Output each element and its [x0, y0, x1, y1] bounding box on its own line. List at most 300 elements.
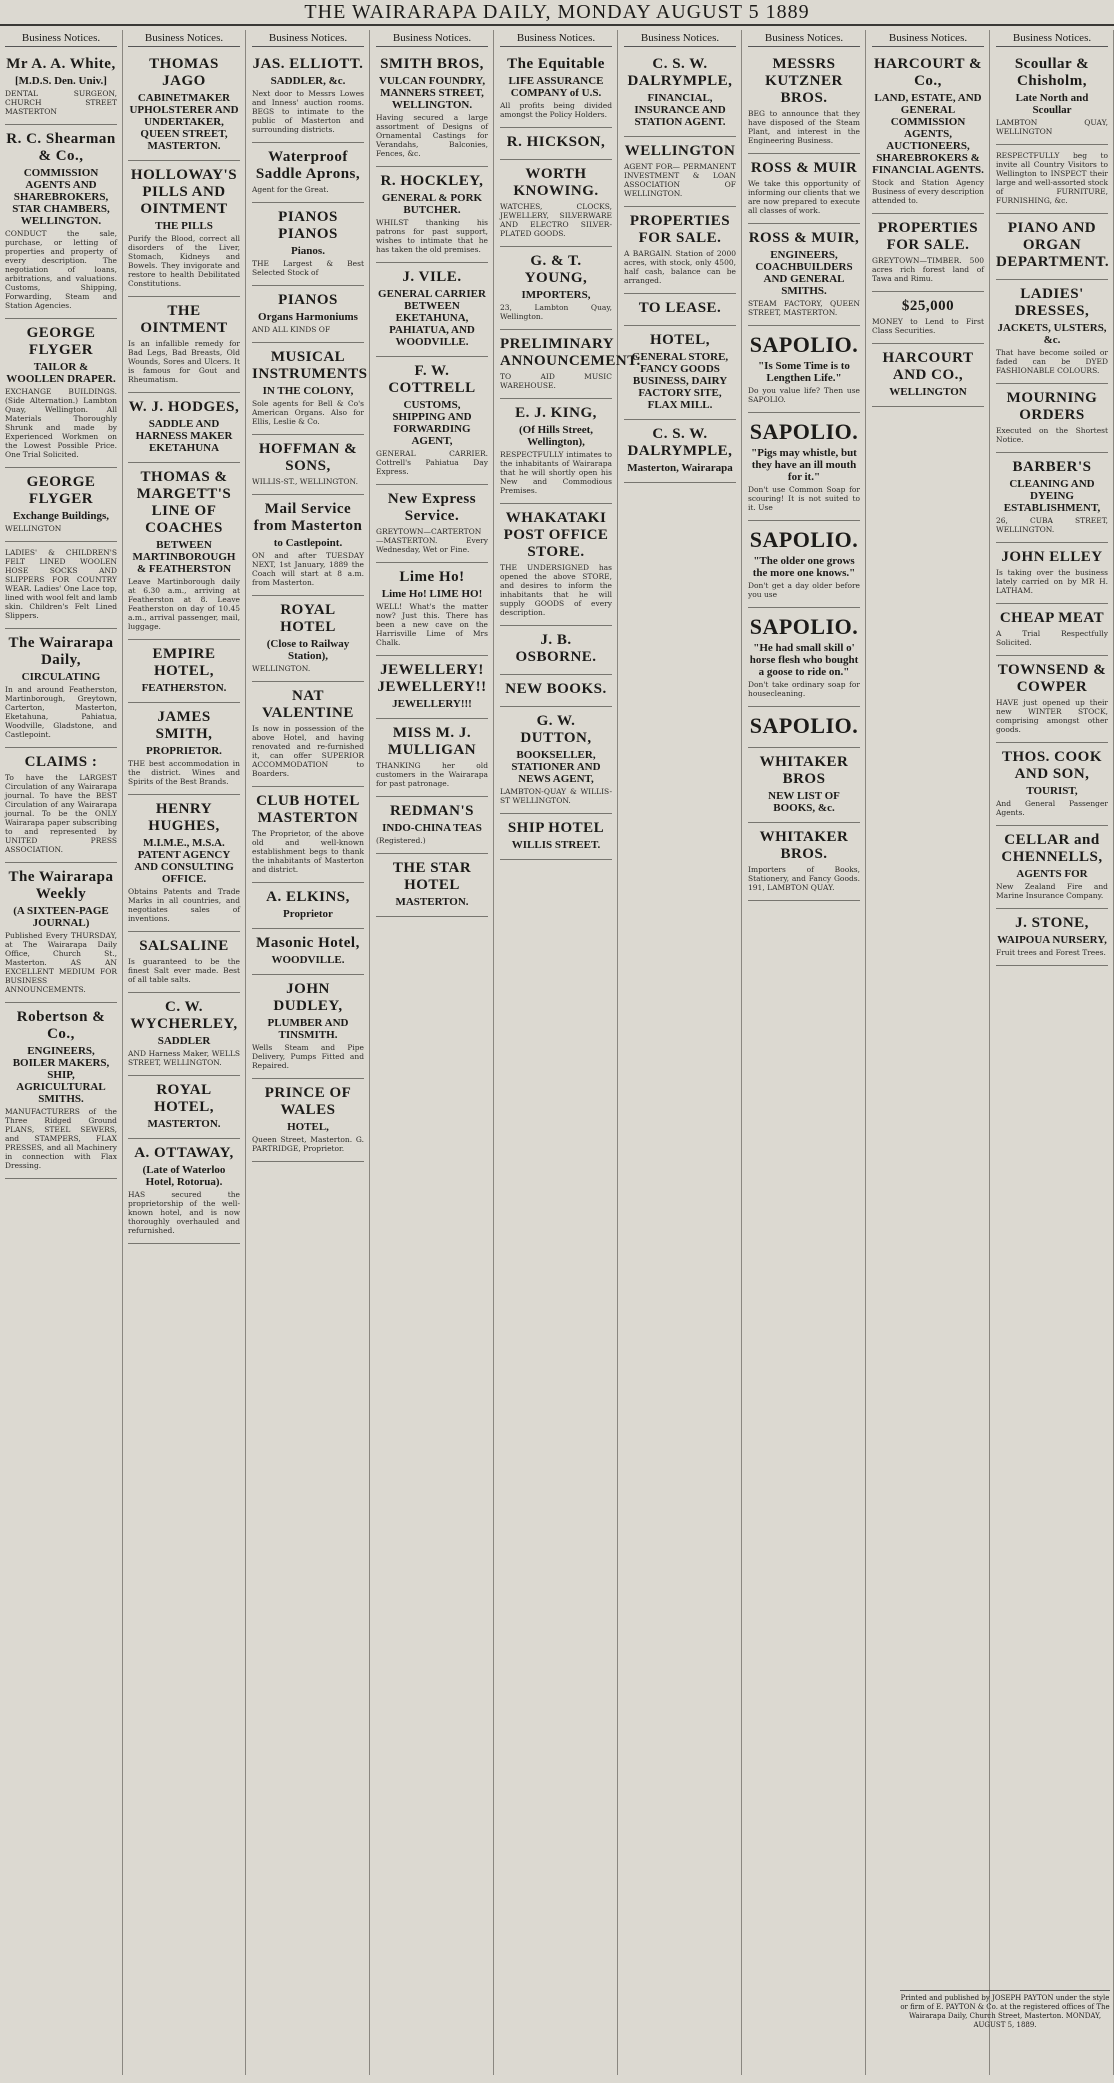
column-9 [991, 30, 1114, 2075]
ad-title: GEORGE FLYGER [26, 474, 96, 507]
advertisement [5, 319, 117, 468]
advertisement [128, 161, 240, 297]
ad-body: Leave Martinborough daily at 6.30 a.m., arriving at Featherston at 8. Leave Featherston on day of 10.45 a.m., arrival passenger, mail, luggage. [128, 577, 240, 631]
ad-subtitle: PROPRIETOR. [146, 745, 222, 757]
advertisement [376, 563, 488, 656]
ad-body: We take this opportunity of informing our clients that we are now prepared to execute all classes of work. [748, 179, 860, 215]
ad-body: Sole agents for Bell & Co's American Organs. Also for Ellis, Leslie & Co. [252, 399, 364, 426]
ad-title: F. W. COTTRELL [388, 363, 476, 396]
ad-title: MOURNING ORDERS [1006, 390, 1098, 423]
ad-subtitle: CABINETMAKER UPHOLSTERER AND UNDERTAKER, QUEEN STREET, MASTERTON. [129, 92, 239, 152]
ad-subtitle: MASTERTON. [147, 1118, 221, 1130]
ad-title: SAPOLIO. [749, 614, 859, 639]
ad-title: THE OINTMENT [140, 303, 228, 336]
ad-subtitle: WILLIS STREET. [511, 839, 601, 851]
ad-title: SMITH BROS, [380, 56, 484, 72]
ad-title: PROPERTIES FOR SALE. [877, 220, 979, 253]
ad-subtitle: ENGINEERS, BOILER MAKERS, SHIP, AGRICULTURAL SMITHS. [12, 1045, 110, 1105]
ad-subtitle: IN THE COLONY, [262, 385, 354, 397]
advertisement [252, 286, 364, 343]
advertisement [5, 468, 117, 542]
ad-body: Next door to Messrs Lowes and Inness' auction rooms. BEGS to intimate to the public of Masterton and surrounding districts. [252, 89, 364, 134]
ad-subtitle: JEWELLERY!!! [392, 698, 472, 710]
ad-subtitle: CIRCULATING [21, 671, 101, 683]
column-4 [371, 30, 494, 2075]
ad-title: WHAKATAKI POST OFFICE STORE. [503, 510, 609, 560]
ad-body: HAS secured the proprietorship of the well-known hotel, and is now thoroughly overhauled and refurnished. [128, 1190, 240, 1235]
advertisement [996, 453, 1108, 543]
ad-title: SHIP HOTEL [507, 820, 605, 836]
ad-subtitle: TAILOR & WOOLLEN DRAPER. [6, 361, 116, 385]
ad-body: To have the LARGEST Circulation of any Wairarapa journal. To have the BEST Circulation of any Wairarapa journal. To be the ONLY Wairarapa paper subscribing to and represented by UNITED PRESS ASSOCIATION. [5, 773, 117, 854]
ad-subtitle: (Late of Waterloo Hotel, Rotorua). [142, 1164, 226, 1188]
ad-body: Is taking over the business lately carried on by MR H. LATHAM. [996, 568, 1108, 595]
ad-subtitle: Proprietor [283, 908, 333, 920]
advertisement [128, 393, 240, 463]
ad-body: Do you value life? Then use SAPOLIO. [748, 386, 860, 404]
ad-title: PIANOS [278, 292, 338, 308]
ad-subtitle: SADDLE AND HARNESS MAKER EKETAHUNA [135, 418, 233, 454]
advertisement [5, 50, 117, 125]
advertisement [500, 675, 612, 707]
advertisement [252, 343, 368, 435]
ad-body: Don't take ordinary soap for housecleaning. [748, 680, 860, 698]
ad-subtitle: CLEANING AND DYEING ESTABLISHMENT, [1003, 478, 1101, 514]
ad-body: Queen Street, Masterton. G. PARTRIDGE, Proprietor. [252, 1135, 364, 1153]
ad-title: CHEAP MEAT [999, 610, 1105, 626]
ad-title: Scoullar & Chisholm, [1014, 56, 1090, 89]
ad-title: HOLLOWAY'S PILLS AND OINTMENT [130, 167, 238, 217]
ad-body: THANKING her old customers in the Wairarapa for past patronage. [376, 761, 488, 788]
ad-title: MISS M. J. MULLIGAN [387, 725, 477, 758]
ad-title: THOMAS JAGO [149, 56, 219, 89]
ad-body: LAMBTON-QUAY & WILLIS-ST WELLINGTON. [500, 787, 612, 805]
ad-title: Mail Service from Masterton [253, 501, 363, 534]
advertisement [500, 504, 612, 626]
column-6 [619, 30, 742, 2075]
ad-body: ON and after TUESDAY NEXT, 1st January, 1889 the Coach will start at 8 a.m. from Masterton. [252, 551, 364, 587]
ad-subtitle: VULCAN FOUNDRY, MANNERS STREET, WELLINGTON. [378, 75, 486, 111]
column-header: Business Notices. [996, 32, 1108, 47]
advertisement [376, 50, 488, 167]
ad-body: Purify the Blood, correct all disorders of the Liver, Stomach, Kidneys and Bowels. They invigorate and restore to health Debilitated Constitutions. [128, 234, 240, 288]
ad-subtitle: INDO-CHINA TEAS [382, 822, 482, 834]
ad-title: R. HICKSON, [506, 134, 606, 150]
ad-title: R. C. Shearman & Co., [6, 131, 116, 164]
ad-body: WATCHES, CLOCKS, JEWELLERY, SILVERWARE AND ELECTRO SILVER-PLATED GOODS. [500, 202, 612, 238]
ad-title: MESSRS KUTZNER BROS. [765, 56, 843, 106]
ad-subtitle: to Castlepoint. [273, 537, 343, 549]
advertisement [872, 344, 984, 407]
advertisement [996, 743, 1108, 826]
ad-body: AND ALL KINDS OF [252, 325, 331, 334]
advertisement [748, 154, 860, 224]
ad-title: THOS. COOK AND SON, [1001, 749, 1103, 782]
column-header: Business Notices. [128, 32, 240, 47]
ad-title: NAT VALENTINE [262, 688, 354, 721]
ad-subtitle: Late North and Scoullar [1015, 92, 1089, 116]
ad-title: PRELIMINARY ANNOUNCEMENT. [500, 336, 641, 369]
advertisement [128, 1076, 240, 1139]
advertisement [996, 214, 1108, 280]
ad-subtitle: "He had small skill o' horse flesh who bought a goose to ride on." [749, 642, 859, 678]
ad-body: LAMBTON QUAY, WELLINGTON [996, 118, 1108, 136]
ad-title: A. ELKINS, [266, 889, 350, 905]
ad-subtitle: TOURIST, [1026, 785, 1078, 797]
ad-title: JOHN DUDLEY, [273, 981, 343, 1014]
ad-subtitle: AGENTS FOR [1016, 868, 1088, 880]
ad-title: REDMAN'S [389, 803, 474, 819]
advertisement [5, 125, 117, 319]
ad-body: Published Every THURSDAY, at The Wairarapa Daily Office, Church St., Masterton. AS AN EXCELLENT MEDIUM FOR BUSINESS ANNOUNCEMENTS. [5, 931, 117, 994]
column-header: Business Notices. [748, 32, 860, 47]
ad-title: BARBER'S [1012, 459, 1092, 475]
ad-title: HARCOURT AND CO., [882, 350, 974, 383]
ad-body: WELLINGTON [5, 524, 62, 533]
ad-title: HENRY HUGHES, [148, 801, 220, 834]
advertisement [500, 128, 612, 160]
advertisement [500, 707, 612, 814]
ad-subtitle: NEW LIST OF BOOKS, &c. [768, 790, 840, 814]
ad-body: Fruit trees and Forest Trees. [996, 948, 1106, 957]
ad-body: GENERAL CARRIER. Cottrell's Pahiatua Day Express. [376, 449, 488, 476]
ad-title: TO LEASE. [638, 300, 722, 316]
column-5 [495, 30, 641, 2075]
ad-subtitle: Organs Harmoniums [258, 311, 358, 323]
ad-body: The Proprietor, of the above old and well-known establishment begs to thank the inhabitants of Masterton and district. [252, 829, 364, 874]
ad-title: WORTH KNOWING. [513, 166, 599, 199]
ad-title: CELLAR and CHENNELLS, [1001, 832, 1103, 865]
ad-body: A BARGAIN. Station of 2000 acres, with stock, only 4500, half cash, balance can be arranged. [624, 249, 736, 285]
ad-subtitle: GENERAL CARRIER BETWEEN EKETAHUNA, PAHIATUA, AND WOODVILLE. [378, 288, 486, 348]
advertisement [500, 330, 641, 399]
ad-subtitle: MASTERTON. [395, 896, 469, 908]
ad-title: TOWNSEND & COWPER [997, 662, 1107, 695]
advertisement [128, 795, 240, 932]
ad-title: G. & T. YOUNG, [524, 253, 588, 286]
advertisement [252, 929, 364, 975]
ad-title: $25,000 [901, 298, 955, 314]
advertisement [500, 626, 612, 675]
ad-title: SALSALINE [139, 938, 229, 954]
advertisement [252, 435, 364, 495]
ad-title: ROYAL HOTEL [280, 602, 336, 635]
advertisement [252, 1079, 364, 1162]
advertisement [128, 1139, 240, 1244]
ad-body: Don't get a day older before you use [748, 581, 860, 599]
masthead [0, 0, 1114, 26]
ad-body: Is now in possession of the above Hotel, and having renovated and re-furnished it, can offer SUPERIOR ACCOMMODATION to Boarders. [252, 724, 364, 778]
ad-title: SAPOLIO. [749, 527, 859, 552]
ad-body: TO AID MUSIC WAREHOUSE. [500, 372, 612, 390]
column-7 [743, 30, 866, 2075]
ad-title: C. W. WYCHERLEY, [130, 999, 238, 1032]
advertisement [996, 909, 1108, 966]
ad-title: JAMES SMITH, [155, 709, 213, 742]
ad-subtitle: THE PILLS [155, 220, 213, 232]
advertisement [376, 854, 488, 917]
ad-body: Don't use Common Soap for scouring! It is not suited to it. Use [748, 485, 860, 512]
ad-subtitle: [M.D.S. Den. Univ.] [15, 75, 107, 87]
advertisement [5, 1003, 117, 1179]
ad-subtitle: FEATHERSTON. [141, 682, 227, 694]
ad-body: RESPECTFULLY intimates to the inhabitants of Wairarapa that he will shortly open his New and Commodious Premises. [500, 450, 612, 495]
advertisement [376, 656, 488, 719]
ad-body: EXCHANGE BUILDINGS. (Side Alternation.) Lambton Quay, Wellington. All Materials Thoroughly Shrunk and made by Experienced Workmen on the Lowest Possible Price. One Trial Solicited. [5, 387, 117, 459]
ad-subtitle: Masterton, Wairarapa [627, 462, 733, 474]
advertisement [624, 326, 736, 420]
ad-subtitle: COMMISSION AGENTS AND SHAREBROKERS, STAR CHAMBERS, WELLINGTON. [12, 167, 110, 227]
ad-title: The Wairarapa Daily, [8, 635, 114, 668]
ad-body: Having secured a large assortment of Designs of Ornamental Castings for Verandahs, Balconies, Fences, &c. [376, 113, 488, 158]
ad-body: 26, CUBA STREET, WELLINGTON. [996, 516, 1108, 534]
advertisement [624, 294, 736, 326]
ad-body: HAVE just opened up their new WINTER STOCK, comprising amongst other goods. [996, 698, 1108, 734]
ad-body: In and around Featherston, Martinborough, Greytown, Carterton, Masterton, Eketahuna, Pahiatua, Woodville, Gladstone, and Castlepoint. [5, 685, 117, 739]
advertisement [252, 50, 364, 143]
ad-subtitle: FINANCIAL, INSURANCE AND STATION AGENT. [634, 92, 726, 128]
ad-body: WELL! What's the matter now? Just this. There has been a new cave on the Harrisville Lime of Mrs Chalk. [376, 602, 488, 647]
ad-body: BEG to announce that they have disposed of the Steam Plant, and interest in the Engineering Business. [748, 109, 860, 145]
ad-subtitle: (A SIXTEEN-PAGE JOURNAL) [13, 905, 109, 929]
masthead-title: THE WAIRARAPA DAILY, MONDAY AUGUST 5 1889 [304, 1, 810, 23]
advertisement [624, 207, 736, 294]
ad-body: WELLINGTON. [252, 664, 311, 673]
advertisement [128, 993, 240, 1076]
advertisement [748, 748, 860, 823]
advertisement [376, 485, 488, 563]
column-header: Business Notices. [376, 32, 488, 47]
ad-title: JAS. ELLIOTT. [252, 56, 364, 72]
advertisement [376, 263, 488, 357]
advertisement [748, 50, 860, 154]
advertisement [996, 826, 1108, 909]
column-2 [123, 30, 246, 2075]
ad-title: ROSS & MUIR [750, 160, 858, 176]
advertisement [996, 50, 1108, 145]
ad-body: WILLIS-ST., WELLINGTON. [252, 477, 359, 486]
publisher-imprint: Printed and published by JOSEPH PAYTON under the style or firm of E. PAYTON & Co. at the registered offices of The Wairarapa Daily, Church Street, Masterton. MONDAY, AUGUST 5, 1889. [900, 1990, 1110, 2030]
ad-title: C. S. W. DALRYMPLE, [627, 56, 733, 89]
advertisement [748, 608, 860, 707]
ad-body: DENTAL SURGEON, CHURCH STREET MASTERTON [5, 89, 117, 116]
ad-title: Masonic Hotel, [256, 935, 360, 951]
ad-title: The Equitable [507, 56, 605, 72]
ad-subtitle: (Close to Railway Station), [266, 638, 350, 662]
ad-subtitle: GENERAL STORE, FANCY GOODS BUSINESS, DAIRY FACTORY SITE, FLAX MILL. [631, 351, 729, 411]
ad-body: Importers of Books, Stationery, and Fancy Goods. 191, LAMBTON QUAY. [748, 865, 860, 892]
ad-title: A. OTTAWAY, [134, 1145, 234, 1161]
ad-title: HOTEL, [649, 332, 711, 348]
ad-title: Lime Ho! [399, 569, 465, 585]
ad-title: EMPIRE HOTEL, [152, 646, 216, 679]
ad-subtitle: BETWEEN MARTINBOROUGH & FEATHERSTON [132, 539, 236, 575]
ad-subtitle: "The older one grows the more one knows." [752, 555, 856, 579]
ad-title: HARCOURT & Co., [874, 56, 982, 89]
ad-body: New Zealand Fire and Marine Insurance Company. [996, 882, 1108, 900]
advertisement [748, 823, 860, 901]
ad-title: SAPOLIO. [749, 713, 859, 738]
advertisement [128, 932, 240, 993]
advertisement [128, 463, 240, 640]
advertisement [996, 543, 1108, 604]
ad-body: MONEY to Lend to First Class Securities. [872, 317, 984, 335]
advertisement [252, 682, 364, 787]
advertisement [252, 203, 364, 286]
ad-title: LADIES' DRESSES, [1014, 286, 1090, 319]
ad-title: ROSS & MUIR, [748, 230, 860, 246]
advertisement [376, 167, 488, 263]
ad-title: Waterproof Saddle Aprons, [255, 149, 361, 182]
ad-body: THE Largest & Best Selected Stock of [252, 259, 364, 277]
advertisement [252, 596, 364, 682]
ad-subtitle: WAIPOUA NURSERY, [997, 934, 1107, 946]
advertisement [376, 719, 488, 797]
ad-title: CLUB HOTEL MASTERTON [256, 793, 360, 826]
ad-title: G. W. DUTTON, [520, 713, 592, 746]
column-header: Business Notices. [5, 32, 117, 47]
ad-body: Agent for the Great. [252, 185, 329, 194]
ad-body: (Registered.) [376, 836, 426, 845]
ad-title: J. VILE. [402, 269, 462, 285]
advertisement [996, 145, 1108, 214]
ad-title: MUSICAL INSTRUMENTS [252, 349, 368, 382]
column-header: Business Notices. [624, 32, 736, 47]
advertisement [748, 707, 860, 748]
column-8 [867, 30, 990, 2075]
advertisement [376, 797, 488, 854]
advertisement [5, 863, 117, 1003]
ad-subtitle: IMPORTERS, [521, 289, 591, 301]
ad-title: New Express Service. [387, 491, 477, 524]
advertisement [996, 656, 1108, 743]
column-header: Business Notices. [872, 32, 984, 47]
advertisement [624, 50, 736, 137]
column-3 [247, 30, 370, 2075]
advertisement [376, 357, 488, 485]
ad-body: GREYTOWN—CARTERTON—MASTERTON. Every Wednesday, Wet or Fine. [376, 527, 488, 554]
ad-subtitle: GENERAL & PORK BUTCHER. [381, 192, 483, 216]
ad-subtitle: PLUMBER AND TINSMITH. [267, 1017, 349, 1041]
advertisement [500, 160, 612, 247]
ad-body: And General Passenger Agents. [996, 799, 1108, 817]
ad-title: Mr A. A. White, [6, 56, 116, 72]
ad-body: MANUFACTURERS of the Three Ridged Ground PLANS, STEEL SEWERS, and STAMPERS, FLAX PRESSES, and all Machinery in connection with Flax Dressing. [5, 1107, 117, 1170]
ad-title: PRINCE OF WALES [264, 1085, 352, 1118]
ad-title: PIANO AND ORGAN DEPARTMENT. [996, 220, 1110, 270]
ad-title: W. J. HODGES, [128, 399, 240, 415]
ad-title: PROPERTIES FOR SALE. [629, 213, 731, 246]
ad-body: AGENT FOR— PERMANENT INVESTMENT & LOAN ASSOCIATION OF WELLINGTON. [624, 162, 736, 198]
ad-subtitle: (Of Hills Street, Wellington), [518, 424, 594, 448]
ad-title: CLAIMS : [24, 754, 98, 770]
ad-title: R. HOCKLEY, [380, 173, 484, 189]
ad-body: 23, Lambton Quay, Wellington. [500, 303, 612, 321]
advertisement [252, 495, 364, 596]
ad-title: WHITAKER BROS [759, 754, 849, 787]
advertisement [128, 297, 240, 393]
ad-body: Stock and Station Agency Business of every description attended to. [872, 178, 984, 205]
column-header: Business Notices. [252, 32, 364, 47]
ad-subtitle: JACKETS, ULSTERS, &c. [997, 322, 1107, 346]
ad-body: RESPECTFULLY beg to invite all Country Visitors to Wellington to INSPECT their large and well-assorted stock of FURNITURE, FURNISHING, &c. [996, 151, 1108, 205]
column-header: Business Notices. [500, 32, 612, 47]
ad-title: THOMAS & MARGETT'S LINE OF COACHES [136, 469, 232, 536]
ad-body: That have become soiled or faded can be DYED FASHIONABLE COLOURS. [996, 348, 1108, 375]
ad-subtitle: "Pigs may whistle, but they have an ill mouth for it." [751, 447, 857, 483]
advertisement [5, 542, 117, 629]
ad-title: SAPOLIO. [749, 419, 859, 444]
ad-body: A Trial Respectfully Solicited. [996, 629, 1108, 647]
ad-title: PIANOS PIANOS [278, 209, 338, 242]
ad-body: CONDUCT the sale, purchase, or letting of properties and property of every description. The negotiation of loans, arbitrations, and valuations. Customs, Shipping, Forwarding, Steam and Station Agencies. [5, 229, 117, 310]
ad-title: HOFFMAN & SONS, [258, 441, 358, 474]
ad-subtitle: HOTEL, [287, 1121, 329, 1133]
ad-title: J. B. OSBORNE. [515, 632, 597, 665]
ad-subtitle: Exchange Buildings, [13, 510, 109, 522]
ad-title: C. S. W. DALRYMPLE, [627, 426, 733, 459]
ad-body: All profits being divided amongst the Policy Holders. [500, 101, 612, 119]
ad-subtitle: M.I.M.E., M.S.A. PATENT AGENCY AND CONSULTING OFFICE. [134, 837, 234, 885]
ad-body: Executed on the Shortest Notice. [996, 426, 1108, 444]
advertisement [996, 384, 1108, 453]
ad-title: Robertson & Co., [16, 1009, 106, 1042]
advertisement [996, 280, 1108, 384]
advertisement [500, 399, 612, 504]
advertisement [5, 748, 117, 863]
ad-body: LADIES' & CHILDREN'S FELT LINED WOOLEN HOSE SOCKS AND SLIPPERS FOR COUNTRY WEAR. Ladies' One Lace top, lined with wool felt and lamb skin. Children's Felt Lined Slippers. [5, 548, 117, 620]
ad-subtitle: Pianos. [291, 245, 325, 257]
ad-title: JEWELLERY! JEWELLERY!! [377, 662, 487, 695]
advertisement [748, 224, 860, 326]
advertisement [5, 629, 117, 748]
advertisement [252, 143, 364, 203]
advertisement [624, 420, 736, 483]
ad-subtitle: SADDLER, &c. [270, 75, 346, 87]
advertisement [500, 247, 612, 330]
ad-title: ROYAL HOTEL, [153, 1082, 215, 1115]
ad-subtitle: ENGINEERS, COACHBUILDERS AND GENERAL SMITHS. [755, 249, 853, 297]
advertisement [128, 703, 240, 795]
ad-subtitle: LAND, ESTATE, AND GENERAL COMMISSION AGENTS, AUCTIONEERS, SHAREBROKERS & FINANCIAL AGENTS. [872, 92, 984, 176]
ad-title: SAPOLIO. [749, 332, 859, 357]
ad-body: STEAM FACTORY, QUEEN STREET, MASTERTON. [748, 299, 860, 317]
ad-subtitle: "Is Some Time is to Lengthen Life." [758, 360, 850, 384]
ad-subtitle: CUSTOMS, SHIPPING AND FORWARDING AGENT, [392, 399, 472, 447]
advertisement [872, 50, 984, 214]
advertisement [872, 292, 984, 344]
ad-subtitle: WELLINGTON [889, 386, 967, 398]
ad-subtitle: BOOKSELLER, STATIONER AND NEWS AGENT, [511, 749, 601, 785]
ad-title: J. STONE, [1015, 915, 1089, 931]
advertisement [252, 787, 364, 883]
ad-title: WHITAKER BROS. [759, 829, 849, 862]
ad-body: Wells Steam and Pipe Delivery, Pumps Fitted and Repaired. [252, 1043, 364, 1070]
advertisement [128, 640, 240, 703]
advertisement [624, 137, 736, 207]
ad-body: WHILST thanking his patrons for past support, wishes to intimate that he has taken the old premises. [376, 218, 488, 254]
ad-subtitle: Lime Ho! LIME HO! [381, 588, 483, 600]
ad-body: THE best accommodation in the district. Wines and Spirits of the Best Brands. [128, 759, 240, 786]
ad-title: JOHN ELLEY [1001, 549, 1103, 565]
advertisement [872, 214, 984, 292]
ad-body: THE UNDERSIGNED has opened the above STORE, and desires to inform the inhabitants that he will supply GOODS of every description. [500, 563, 612, 617]
ad-body: Is guaranteed to be the finest Salt ever made. Best of all table salts. [128, 957, 240, 984]
ad-subtitle: LIFE ASSURANCE COMPANY of U.S. [508, 75, 604, 99]
ad-body: GREYTOWN—TIMBER. 500 acres rich forest land of Tawa and Rimu. [872, 256, 984, 283]
advertisement [252, 975, 364, 1079]
advertisement [996, 604, 1108, 656]
